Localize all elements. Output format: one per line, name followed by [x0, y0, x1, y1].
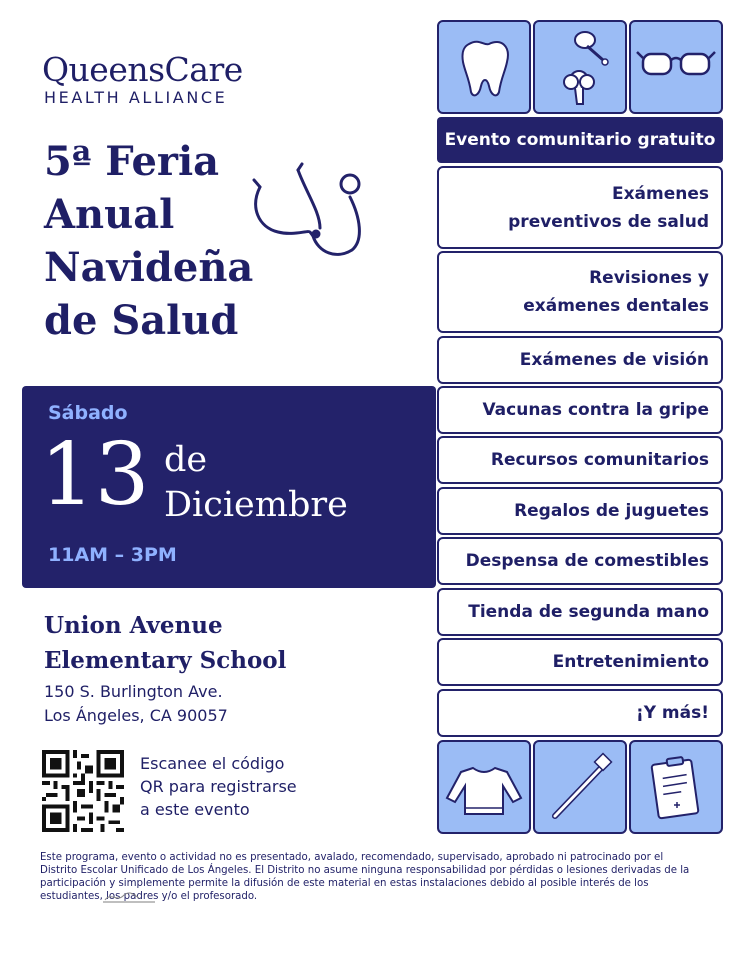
event-day: 13 — [40, 425, 150, 525]
sweater-tile — [437, 740, 531, 834]
qr-line-1: Escanee el código — [140, 754, 285, 773]
title-line-1: 5ª Feria — [44, 138, 220, 185]
title-line-2: Anual — [44, 191, 175, 238]
logo-subtitle: HEALTH ALLIANCE — [44, 88, 228, 107]
service-label: Exámenes de visión — [519, 350, 709, 370]
service-label: Recursos comunitarios — [490, 450, 709, 470]
title-line-3: Navideña — [44, 244, 254, 291]
service-card — [437, 487, 723, 535]
qr-line-3: a este evento — [140, 800, 250, 819]
service-label: Despensa de comestibles — [465, 551, 709, 571]
event-weekday: Sábado — [48, 402, 128, 424]
service-card — [437, 588, 723, 636]
address-line-1: 150 S. Burlington Ave. — [44, 682, 223, 701]
service-card — [437, 436, 723, 484]
event-time: 11AM – 3PM — [48, 544, 177, 566]
tooth-tile — [437, 20, 531, 114]
venue-name — [44, 608, 286, 678]
address-line-2: Los Ángeles, CA 90057 — [44, 706, 228, 725]
venue-line-1: Union Avenue — [44, 612, 223, 639]
venue-line-2: Elementary School — [44, 647, 287, 674]
service-label: ¡Y más! — [635, 703, 709, 723]
page-title — [44, 135, 253, 347]
service-label: Exámenes — [611, 183, 709, 204]
signature-icon — [103, 890, 155, 904]
event-month: Diciembre — [164, 485, 348, 525]
event-de: de — [164, 440, 208, 480]
service-card — [437, 251, 723, 333]
service-card — [437, 166, 723, 249]
service-card — [437, 537, 723, 585]
toothbrush-tile — [533, 740, 627, 834]
food-tile — [533, 20, 627, 114]
title-line-4: de Salud — [44, 297, 239, 344]
clipboard-icon — [631, 742, 721, 832]
service-label: Entretenimiento — [552, 652, 709, 672]
service-label: Tienda de segunda mano — [468, 602, 709, 622]
free-event-banner: Evento comunitario gratuito — [437, 117, 723, 163]
service-label: Revisiones y — [589, 268, 709, 288]
service-card — [437, 336, 723, 384]
service-card — [437, 638, 723, 686]
disclaimer: Este programa, evento o actividad no es presentado, avalado, recomendado, supervisado, aprobado ni patrocinado por el Distrito Escolar Unificado de Los Ángeles. El Distrito no asume ninguna responsabilidad por pérdidas o lesiones derivadas de la participación y simplemente permite la difusión de este material en estas instalaciones debido al posible interés de los estudiantes, los padres y/o el profesorado. — [40, 852, 690, 902]
service-card — [437, 689, 723, 737]
qr-line-2: QR para registrarse — [140, 777, 297, 796]
glasses-icon — [631, 22, 721, 112]
service-label: Vacunas contra la gripe — [482, 400, 709, 420]
service-label: preventivos de salud — [508, 211, 709, 232]
logo-name: QueensCare — [42, 50, 243, 89]
venue-address — [44, 680, 228, 728]
toothbrush-icon — [535, 742, 625, 832]
sweater-icon — [439, 742, 529, 832]
service-card — [437, 386, 723, 434]
tooth-icon — [439, 22, 529, 112]
service-label: Regalos de juguetes — [514, 501, 709, 521]
clipboard-tile — [629, 740, 723, 834]
glasses-tile — [629, 20, 723, 114]
qr-code[interactable] — [42, 750, 124, 832]
service-label: exámenes dentales — [523, 296, 709, 316]
food-icon — [535, 22, 625, 112]
stethoscope-icon — [248, 162, 378, 272]
qr-instructions — [140, 752, 297, 821]
